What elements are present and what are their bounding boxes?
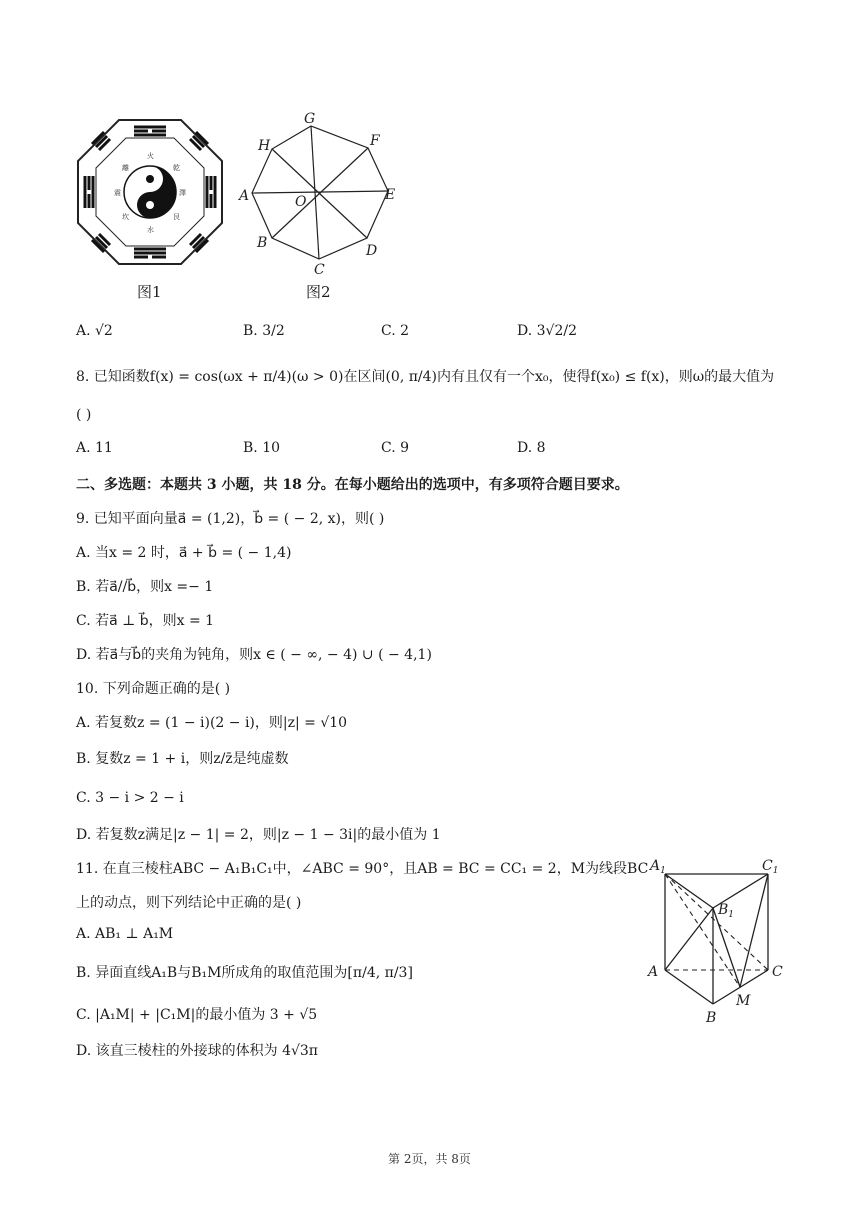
prism-diagram — [640, 852, 790, 1028]
q11-option-a: A. AB₁ ⊥ A₁M — [76, 926, 174, 942]
q10-stem: 10. 下列命题正确的是( ) — [76, 681, 231, 697]
octagon-diagram — [234, 108, 404, 276]
figure-1-bagua — [76, 118, 224, 266]
page-footer: 第 2页，共 8页 — [388, 1152, 471, 1166]
bagua-icon — [76, 118, 224, 266]
q11-option-d: D. 该直三棱柱的外接球的体积为 4√3π — [76, 1043, 319, 1059]
q11-stem-line-2: 上的动点，则下列结论中正确的是( ) — [76, 895, 302, 911]
q7-option-d: D. 3√2/2 — [517, 323, 577, 339]
q9-option-c: C. 若a⃗ ⊥ b⃗，则x = 1 — [76, 613, 215, 629]
svg-text:艮: 艮 — [173, 213, 180, 221]
q8-option-c: C. 9 — [381, 440, 410, 456]
label-prism-c: C — [772, 964, 783, 980]
svg-text:澤: 澤 — [179, 189, 186, 197]
label-d: D — [366, 243, 378, 259]
label-b1: $B_1$ — [718, 902, 735, 920]
q8-option-d: D. 8 — [517, 440, 546, 456]
label-e: E — [385, 187, 396, 203]
figure-2-octagon — [234, 108, 404, 276]
label-f: F — [370, 133, 380, 149]
q11-option-c: C. |A₁M| + |C₁M|的最小值为 3 + √5 — [76, 1007, 318, 1023]
label-c1: $C_1$ — [762, 858, 779, 876]
label-c: C — [314, 262, 325, 276]
figure-2-caption: 图2 — [306, 283, 331, 301]
q8-stem: 8. 已知函数f(x) = cos(ωx + π/4)(ω > 0)在区间(0, π/4)内有且仅有一个x₀，使得f(x₀) ≤ f(x)，则ω的最大值为 — [76, 369, 775, 385]
label-prism-b: B — [706, 1010, 717, 1026]
svg-text:離: 離 — [122, 164, 129, 172]
label-h: H — [258, 138, 271, 154]
q8-option-b: B. 10 — [243, 440, 281, 456]
q11-option-b: B. 异面直线A₁B与B₁M所成角的取值范围为[π/4, π/3] — [76, 965, 413, 981]
q7-option-a: A. √2 — [76, 323, 113, 339]
svg-text:水: 水 — [147, 226, 154, 234]
q9-option-d: D. 若a⃗与b⃗的夹角为钝角，则x ∈ ( − ∞, − 4) ∪ ( − 4,1) — [76, 647, 432, 663]
q10-option-d: D. 若复数z满足|z − 1| = 2，则|z − 1 − 3i|的最小值为 1 — [76, 827, 441, 843]
label-b: B — [257, 235, 268, 251]
svg-text:火: 火 — [147, 152, 154, 160]
q9-stem: 9. 已知平面向量a⃗ = (1,2)，b⃗ = ( − 2, x)，则( ) — [76, 511, 385, 527]
svg-text:震: 震 — [114, 189, 121, 197]
q8-paren: ( ) — [76, 407, 92, 423]
q10-option-a: A. 若复数z = (1 − i)(2 − i)，则|z| = √10 — [76, 715, 348, 731]
q7-option-c: C. 2 — [381, 323, 410, 339]
q8-option-a: A. 11 — [76, 440, 113, 456]
label-o: O — [295, 194, 307, 210]
label-prism-m: M — [736, 993, 751, 1009]
label-a1: $A_1$ — [650, 858, 666, 876]
label-prism-a: A — [648, 964, 659, 980]
q10-option-b: B. 复数z = 1 + i，则z/z̄是纯虚数 — [76, 751, 289, 767]
q10-option-c: C. 3 − i > 2 − i — [76, 790, 184, 806]
figure-prism — [640, 852, 790, 1028]
figure-1-caption: 图1 — [137, 283, 162, 301]
section-2-heading: 二、多选题：本题共 3 小题，共 18 分。在每小题给出的选项中，有多项符合题目要求。 — [76, 477, 629, 493]
label-a: A — [239, 188, 250, 204]
label-g: G — [304, 111, 316, 127]
q9-option-b: B. 若a⃗//b⃗，则x =− 1 — [76, 579, 214, 595]
svg-text:坎: 坎 — [122, 213, 129, 221]
q11-stem-line-1: 11. 在直三棱柱ABC − A₁B₁C₁中，∠ABC = 90°，且AB = BC = CC₁ = 2，M为线段BC — [76, 861, 649, 877]
q9-option-a: A. 当x = 2 时，a⃗ + b⃗ = ( − 1,4) — [76, 545, 292, 561]
q7-option-b: B. 3/2 — [243, 323, 285, 339]
svg-text:乾: 乾 — [173, 164, 180, 172]
